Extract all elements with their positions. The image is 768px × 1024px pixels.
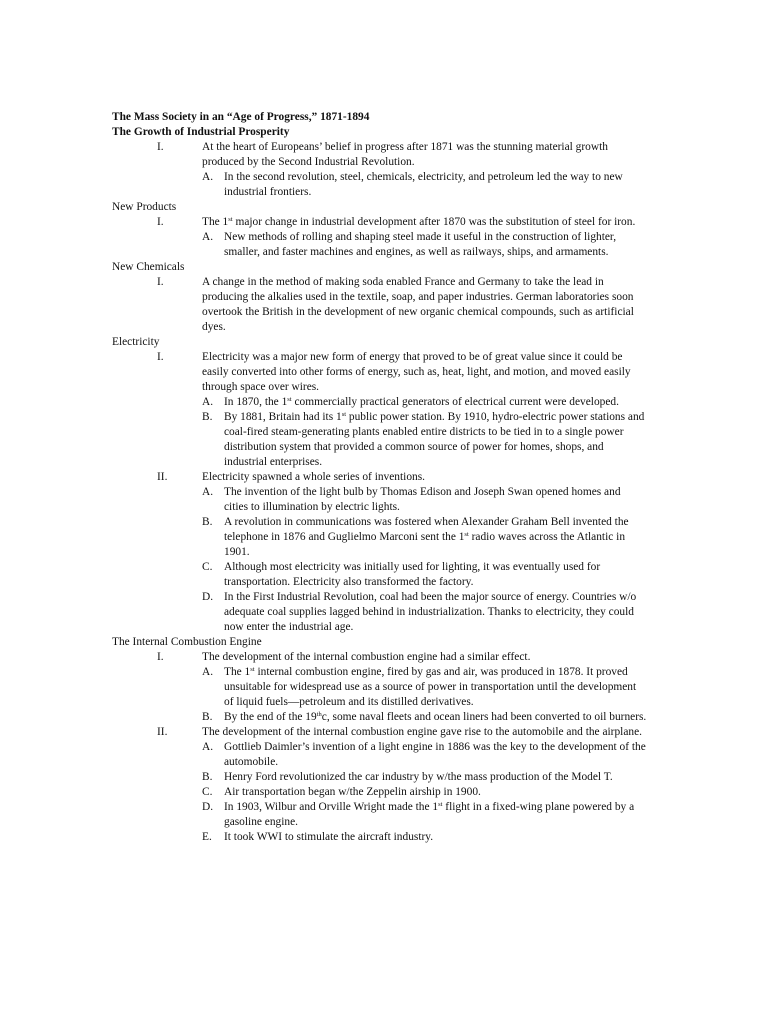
outline-subitem (112, 560, 768, 590)
outline-item (112, 140, 768, 170)
subitem-text: In the second revolution, steel, chemicals, electricity, and petroleum led the way to new industrial frontiers. (224, 171, 623, 198)
subitem-letter: C. (202, 786, 213, 798)
subitem-letter: D. (202, 591, 214, 603)
section-heading: New Chemicals (112, 261, 185, 273)
document-title: The Mass Society in an “Age of Progress,” 1871-1894 (112, 111, 370, 123)
roman-numeral: I. (157, 351, 164, 363)
outline-section (112, 335, 768, 635)
subitem-letter: D. (202, 801, 214, 813)
outline-section (112, 140, 768, 200)
subitem-text: It took WWI to stimulate the aircraft industry. (224, 831, 434, 843)
subitem-letter: A. (202, 486, 214, 498)
item-text: The development of the internal combustion engine gave rise to the automobile and the airplane. (202, 726, 642, 738)
roman-numeral: I. (157, 216, 164, 228)
subitem-text: A revolution in communications was fostered when Alexander Graham Bell invented the telephone in 1876 and Guglielmo Marconi sent the 1st radio waves across the Atlantic in 1901. (224, 516, 629, 558)
subitem-text: The invention of the light bulb by Thomas Edison and Joseph Swan opened homes and cities to illumination by electric lights. (224, 486, 621, 513)
outline-subitem (112, 395, 768, 410)
subitem-text: Gottlieb Daimler’s invention of a light engine in 1886 was the key to the development of the automobile. (224, 741, 646, 768)
subitem-text: Air transportation began w/the Zeppelin airship in 1900. (224, 786, 481, 798)
outline-subitem (112, 485, 768, 515)
subitem-text: Although most electricity was initially used for lighting, it was eventually used for transportation. Electricity also transformed the factory. (224, 561, 601, 588)
subitem-letter: C. (202, 561, 213, 573)
outline-section (112, 635, 768, 845)
roman-numeral: I. (157, 276, 164, 288)
subitem-letter: A. (202, 231, 214, 243)
outline-subitem (112, 170, 768, 200)
section-heading: The Internal Combustion Engine (112, 636, 262, 648)
roman-numeral: II. (157, 726, 168, 738)
subitem-letter: B. (202, 771, 213, 783)
outline-section (112, 200, 768, 260)
subitem-letter: B. (202, 516, 213, 528)
subitem-text: The 1st internal combustion engine, fired by gas and air, was produced in 1878. It proved unsuitable for widespread use as a source of power in transportation until the development of liquid fuels—petroleum and its distilled derivatives. (224, 666, 637, 708)
roman-numeral: I. (157, 651, 164, 663)
outline-subitem (112, 740, 768, 770)
outline-item (112, 275, 768, 335)
item-text: The development of the internal combustion engine had a similar effect. (202, 651, 531, 663)
subitem-letter: A. (202, 171, 214, 183)
outline-subitem (112, 710, 768, 725)
item-text: The 1st major change in industrial development after 1870 was the substitution of steel for iron. (202, 216, 636, 228)
outline-item (112, 725, 768, 740)
outline-item (112, 350, 768, 395)
outline-item (112, 215, 768, 230)
outline-body (112, 140, 768, 845)
subitem-text: New methods of rolling and shaping steel made it useful in the construction of lighter, smaller, and faster machines and engines, as well as railways, ships, and armaments. (224, 231, 617, 258)
document-subtitle: The Growth of Industrial Prosperity (112, 126, 290, 138)
subitem-text: In 1870, the 1st commercially practical generators of electrical current were developed. (224, 396, 619, 408)
subitem-text: Henry Ford revolutionized the car industry by w/the mass production of the Model T. (224, 771, 613, 783)
outline-subitem (112, 785, 768, 800)
subitem-letter: A. (202, 396, 214, 408)
outline-subitem (112, 410, 768, 470)
outline-subitem (112, 515, 768, 560)
outline-subitem (112, 830, 768, 845)
item-text: Electricity was a major new form of energy that proved to be of great value since it could be easily converted into other forms of energy, such as, heat, light, and motion, and moved easily through space over wires. (202, 351, 631, 393)
subitem-text: In 1903, Wilbur and Orville Wright made the 1st flight in a fixed-wing plane powered by a gasoline engine. (224, 801, 635, 828)
subitem-letter: B. (202, 411, 213, 423)
outline-subitem (112, 665, 768, 710)
subitem-letter: A. (202, 666, 214, 678)
outline-subitem (112, 800, 768, 830)
item-text: Electricity spawned a whole series of inventions. (202, 471, 426, 483)
subitem-text: In the First Industrial Revolution, coal had been the major source of energy. Countries w/o adequate coal supplies lagged behind in industrialization. Thanks to electricity, they could now enter the industrial age. (224, 591, 637, 633)
subitem-text: By 1881, Britain had its 1st public power station. By 1910, hydro-electric power stations and coal-fired steam-generating plants enabled entire districts to be tied in to a single power distribution system that provided a common source of power for homes, shops, and industrial enterprises. (224, 411, 645, 468)
roman-numeral: I. (157, 141, 164, 153)
item-text: At the heart of Europeans’ belief in progress after 1871 was the stunning material growth produced by the Second Industrial Revolution. (202, 141, 608, 168)
outline-subitem (112, 230, 768, 260)
subitem-text: By the end of the 19thc, some naval fleets and ocean liners had been converted to oil burners. (224, 711, 647, 723)
item-text: A change in the method of making soda enabled France and Germany to take the lead in producing the alkalies used in the textile, soap, and paper industries. German laboratories soon overtook the British in the development of new organic chemical compounds, such as artificial dyes. (202, 276, 634, 333)
roman-numeral: II. (157, 471, 168, 483)
subitem-letter: A. (202, 741, 214, 753)
outline-item (112, 650, 768, 665)
outline-subitem (112, 590, 768, 635)
outline-section (112, 260, 768, 335)
subitem-letter: E. (202, 831, 212, 843)
subitem-letter: B. (202, 711, 213, 723)
outline-subitem (112, 770, 768, 785)
section-heading: Electricity (112, 336, 160, 348)
outline-item (112, 470, 768, 485)
section-heading: New Products (112, 201, 177, 213)
